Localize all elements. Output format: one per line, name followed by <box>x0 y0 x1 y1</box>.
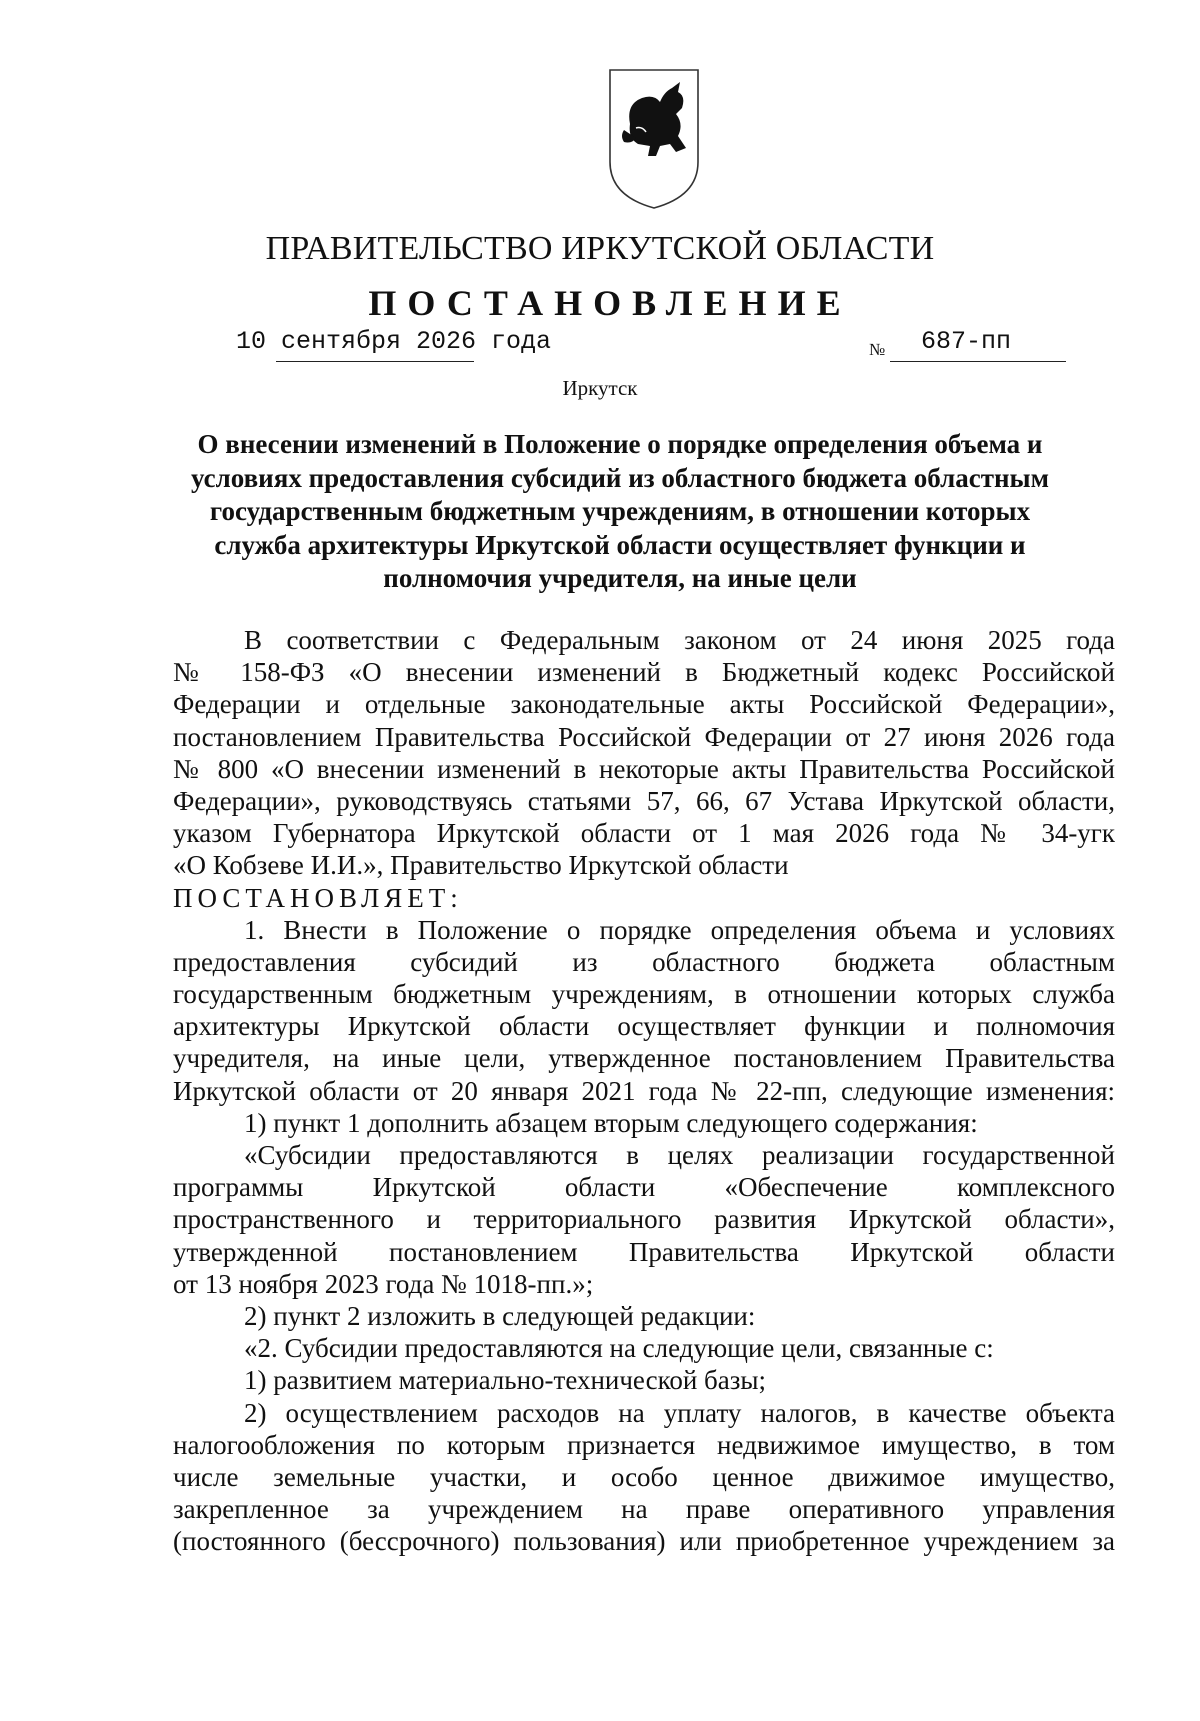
body-line: «О Кобзеве И.И.», Правительство Иркутской области <box>173 850 789 881</box>
body-line: закрепленное за учреждением на праве оперативного управления <box>173 1494 1115 1525</box>
body-line: налогообложения по которым признается недвижимое имущество, в том <box>173 1429 1115 1460</box>
body-line: программы Иркутской области «Обеспечение комплексного <box>173 1172 1115 1203</box>
body-line: 2) пункт 2 изложить в следующей редакции: <box>244 1300 756 1331</box>
body-line: пространственного и территориального развития Иркутской области», <box>173 1204 1115 1235</box>
city: Иркутск <box>562 376 638 400</box>
body-line: числе земельные участки, и особо ценное движимое имущество, <box>173 1461 1115 1492</box>
body-line: № 158-ФЗ «О внесении изменений в Бюджетный кодекс Российской <box>173 657 1115 688</box>
decree-number: 687-пп <box>921 327 1012 356</box>
coat-of-arms-icon <box>606 66 702 212</box>
body-line: 2) осуществлением расходов на уплату налогов, в качестве объекта <box>244 1397 1115 1428</box>
body-line: утвержденной постановлением Правительства Иркутской области <box>173 1236 1115 1267</box>
body-line: 1) пункт 1 дополнить абзацем вторым следующего содержания: <box>244 1107 978 1138</box>
body-line: указом Губернатора Иркутской области от 1 мая 2026 года № 34-угк <box>173 818 1115 849</box>
date-underline <box>276 361 474 362</box>
government-name: ПРАВИТЕЛЬСТВО ИРКУТСКОЙ ОБЛАСТИ <box>265 230 935 267</box>
body-line: Федерации», руководствуясь статьями 57, 66, 67 Устава Иркутской области, <box>173 785 1115 816</box>
body-line: «2. Субсидии предоставляются на следующие цели, связанные с: <box>244 1333 994 1364</box>
body-line: предоставления субсидий из областного бюджета областным <box>173 946 1115 977</box>
number-underline <box>890 361 1066 362</box>
body-line: Федерации и отдельные законодательные акты Российской Федерации», <box>173 689 1115 720</box>
body-line: учредителя, на иные цели, утвержденное постановлением Правительства <box>173 1043 1115 1074</box>
body-line: № 800 «О внесении изменений в некоторые акты Правительства Российской <box>173 753 1115 784</box>
body-line: Иркутской области от 20 января 2021 года № 22-пп, следующие изменения: <box>173 1075 1115 1106</box>
heading-line: государственным бюджетным учреждениям, в отношении которых <box>209 496 1031 526</box>
body-line: от 13 ноября 2023 года № 1018-пп.»; <box>173 1268 594 1299</box>
body-line: (постоянного (бессрочного) пользования) или приобретенное учреждением за <box>173 1526 1115 1557</box>
heading-line: условиях предоставления субсидий из областного бюджета областным <box>190 462 1050 493</box>
heading-line: О внесении изменений в Положение о порядке определения объема и <box>197 429 1043 459</box>
decree-body <box>173 624 1115 1557</box>
body-line: архитектуры Иркутской области осуществляет функции и полномочия <box>173 1011 1115 1042</box>
resolution-word: ПОСТАНОВЛЯЕТ: <box>173 882 463 913</box>
body-line: 1. Внести в Положение о порядке определения объема и условиях <box>244 914 1115 945</box>
decree-date: 10 сентября 2026 года <box>236 327 552 356</box>
heading-line: служба архитектуры Иркутской области осуществляет функции и <box>214 529 1026 560</box>
body-line: государственным бюджетным учреждениям, в отношении которых служба <box>173 979 1115 1010</box>
number-label: № <box>869 340 886 359</box>
body-line: «Субсидии предоставляются в целях реализации государственной <box>244 1140 1115 1170</box>
decree-heading <box>170 428 1070 596</box>
body-line: В соответствии с Федеральным законом от 24 июня 2025 года <box>244 625 1115 655</box>
body-line: постановлением Правительства Российской Федерации от 27 июня 2026 года <box>173 721 1115 752</box>
document-type: ПОСТАНОВЛЕНИЕ <box>368 283 852 323</box>
heading-line: полномочия учредителя, на иные цели <box>383 563 857 593</box>
body-line: 1) развитием материально-технической базы; <box>244 1365 767 1396</box>
